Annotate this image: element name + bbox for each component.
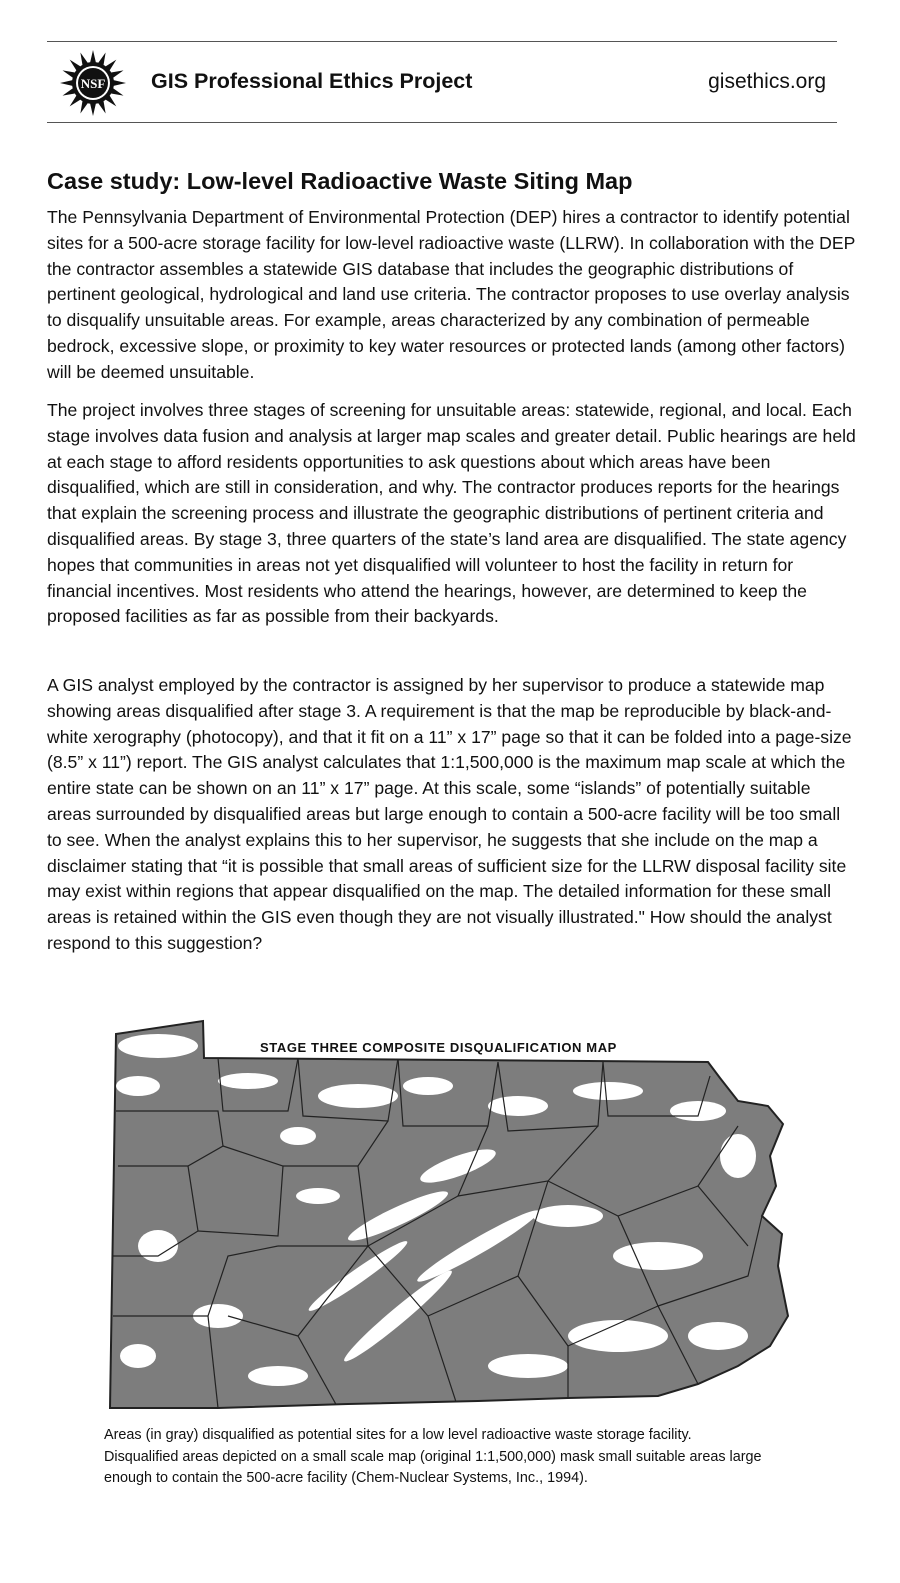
caption-line-3: enough to contain the 500-acre facility (Chem-Nuclear Systems, Inc., 1994).	[104, 1470, 588, 1486]
project-title: GIS Professional Ethics Project	[151, 69, 473, 93]
caption-line-2: Disqualified areas depicted on a small scale map (original 1:1,500,000) mask small suitable areas large	[104, 1448, 762, 1465]
nsf-logo-icon	[60, 50, 126, 116]
header-bottom-rule	[47, 122, 837, 123]
case-paragraph-3: A GIS analyst employed by the contractor is assigned by her supervisor to produce a statewide map showing areas disqualified after stage 3. A requirement is that the map be reproducible by black-and-white xerography (photocopy), and that it fit on a 11” x 17” page so that it can be folded into a page-size (8.5” x 11”) report. The GIS analyst calculates that 1:1,500,000 is the maximum map scale at which the entire state can be shown on an 11” x 17” page. At this scale, some “islands” of potentially suitable areas surrounded by disqualified areas but large enough to contain a 500-acre facility will be too small to see. When the analyst explains this to her supervisor, he suggests that she include on the map a disclaimer stating that “it is possible that small areas of sufficient size for the LLRW disposal facility site may exist within regions that appear disqualified on the map. The detailed information for these small areas is retained within the GIS even though they are not visually illustrated." How should the analyst respond to this suggestion?	[47, 675, 852, 953]
map-title: STAGE THREE COMPOSITE DISQUALIFICATION MAP	[260, 1040, 617, 1055]
nsf-logo-text: NSF	[80, 76, 106, 91]
figure-caption	[104, 1425, 804, 1490]
case-paragraph-1: The Pennsylvania Department of Environmental Protection (DEP) hires a contractor to identify potential sites for a 500-acre storage facility for low-level radioactive waste (LLRW). In collaboration with the DEP the contractor assembles a statewide GIS database that includes the geographic distributions of pertinent geological, hydrological and land use criteria. The contractor proposes to use overlay analysis to disqualify unsuitable areas. For example, areas characterized by any combination of permeable bedrock, excessive slope, or proximity to key water resources or protected lands (among other factors) will be deemed unsuitable.	[47, 207, 856, 382]
caption-line-1: Areas (in gray) disqualified as potential sites for a low level radioactive waste storage facility.	[104, 1427, 692, 1443]
header-top-rule	[47, 41, 837, 42]
case-study-title: Case study: Low-level Radioactive Waste Siting Map	[47, 168, 633, 194]
case-paragraph-2: The project involves three stages of screening for unsuitable areas: statewide, regional, and local. Each stage involves data fusion and analysis at larger map scales and greater detail. Public hearings are held at each stage to afford residents opportunities to ask questions about which areas have been disqualified, which are still in consideration, and why. The contractor produces reports for the hearings that explain the screening process and illustrate the geographic distributions of pertinent criteria and disqualified areas. By stage 3, three quarters of the state’s land area are disqualified. The state agency hopes that communities in areas not yet disqualified will volunteer to host the facility in return for financial incentives. Most residents who attend the hearings, however, are determined to keep the proposed facilities as far as possible from their backyards.	[47, 400, 856, 627]
disqualification-map-image	[98, 1016, 798, 1416]
site-url-link[interactable]: gisethics.org	[708, 70, 826, 93]
